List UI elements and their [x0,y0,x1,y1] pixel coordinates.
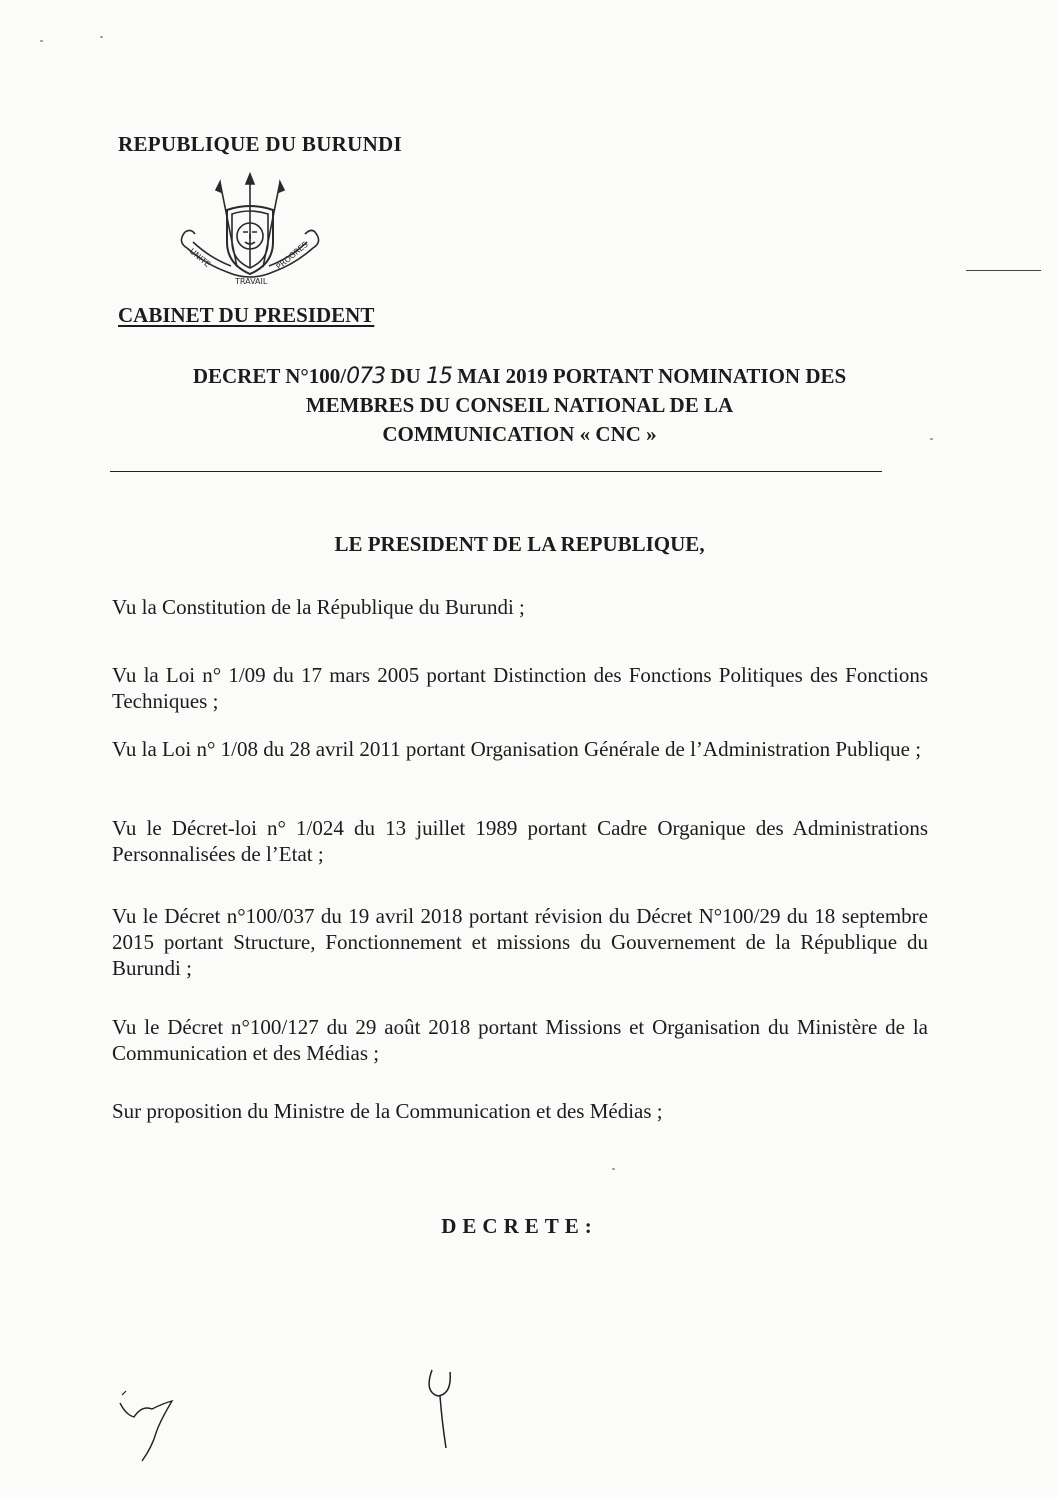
decree-title [112,362,927,449]
scan-speck [100,36,103,38]
burundi-coat-of-arms-icon [175,172,325,302]
consideration-loi-1-08: Vu la Loi n° 1/08 du 28 avril 2011 portant Organisation Générale de l’Administration Publique ; [112,737,922,761]
svg-text:PROGRES: PROGRES [274,239,310,272]
republic-name: REPUBLIQUE DU BURUNDI [118,132,402,156]
president-heading: LE PRESIDENT DE LA REPUBLIQUE, [334,532,705,556]
handwritten-day: 15 [425,364,452,389]
margin-mark [966,270,1041,271]
title-line-2: MEMBRES DU CONSEIL NATIONAL DE LA [305,393,734,417]
consideration-loi-1-09: Vu la Loi n° 1/09 du 17 mars 2005 portant Distinction des Fonctions Politiques des Fonctions Techniques ; [112,663,928,713]
title-divider [110,471,882,472]
consideration-constitution: Vu la Constitution de la République du Burundi ; [112,595,525,619]
scan-speck [612,1168,615,1170]
scan-speck [930,438,933,440]
svg-text:TRAVAIL: TRAVAIL [235,277,268,286]
decrete-heading: DECRETE: [441,1214,598,1238]
title-line-3: COMMUNICATION « CNC » [382,422,657,446]
cabinet-label: CABINET DU PRESIDENT [118,303,375,327]
handwritten-initial-icon [112,1385,182,1465]
ministerial-proposal: Sur proposition du Ministre de la Communication et des Médias ; [112,1099,663,1123]
title-line-1: DECRET N°100/073 DU 15 MAI 2019 PORTANT NOMINATION DES [192,364,847,389]
handwritten-initial-icon [418,1362,468,1452]
consideration-decret-100-037: Vu le Décret n°100/037 du 19 avril 2018 portant révision du Décret N°100/29 du 18 septembre 2015 portant Structure, Fonctionnement et missions du Gouvernement de la République du Burundi ; [112,904,928,980]
scan-speck [40,40,43,42]
handwritten-decree-number: 073 [346,364,386,389]
consideration-decret-loi-1-024: Vu le Décret-loi n° 1/024 du 13 juillet 1989 portant Cadre Organique des Administrations Personnalisées de l’Etat ; [112,816,928,866]
consideration-decret-100-127: Vu le Décret n°100/127 du 29 août 2018 portant Missions et Organisation du Ministère de la Communication et des Médias ; [112,1015,928,1065]
svg-text:UNITE: UNITE [187,246,212,270]
